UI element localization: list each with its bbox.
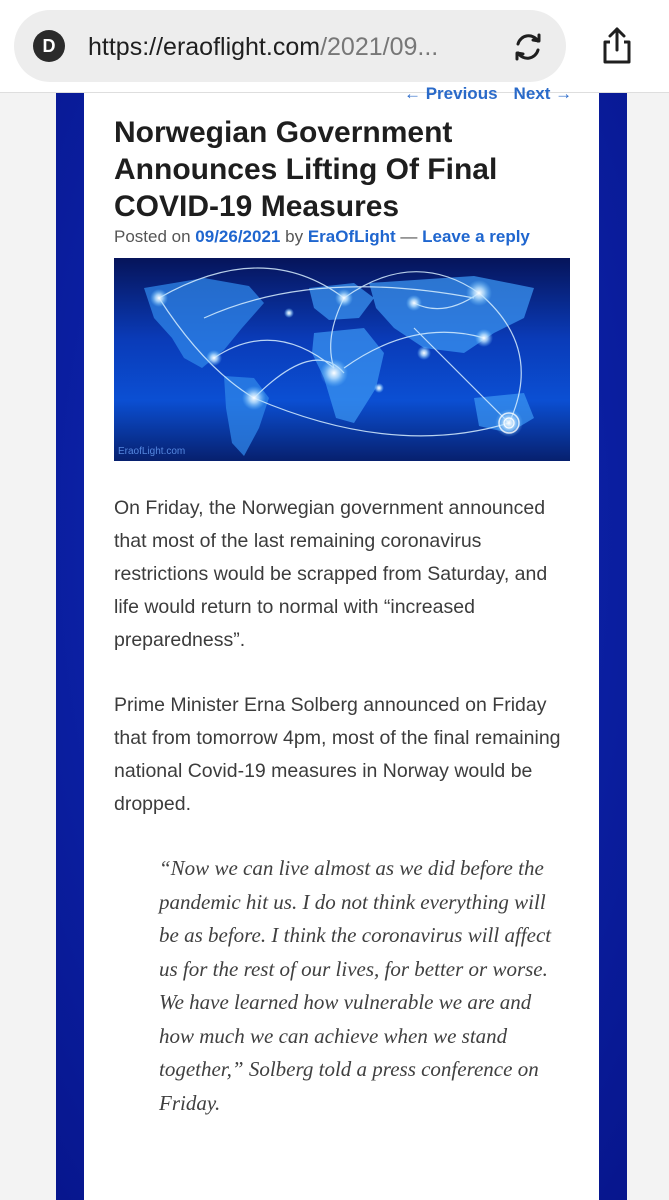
article-blockquote: “Now we can live almost as we did before the pandemic hit us. I do not think everything will be as before. I think the coronavirus will affect us for the rest of our lives, for better or worse. We have learned how vulnerable we are and how much we can achieve when we stand together,” Solberg told a press conference on Friday. xyxy=(159,856,552,1115)
site-favicon-badge: D xyxy=(33,30,65,62)
share-icon[interactable] xyxy=(600,26,634,66)
meta-separator: — xyxy=(400,227,418,246)
meta-by: by xyxy=(285,227,304,246)
address-bar[interactable] xyxy=(14,10,566,82)
post-navigation xyxy=(404,84,594,106)
left-gutter xyxy=(0,93,56,1200)
south-america-shape xyxy=(224,376,269,456)
article-paragraph-1: On Friday, the Norwegian government announced that most of the last remaining coronavirus restrictions would be scrapped from Saturday, and life would return to normal with “increased preparedness”. xyxy=(114,497,548,651)
next-post-link[interactable]: Next → xyxy=(513,84,573,103)
author-link[interactable]: EraOfLight xyxy=(307,227,396,246)
right-gutter xyxy=(627,93,669,1200)
world-network-map xyxy=(114,258,570,461)
leave-reply-link[interactable]: Leave a reply xyxy=(422,227,530,246)
url-domain: https://eraoflight.com xyxy=(88,33,321,61)
previous-post-link[interactable]: ← Previous xyxy=(404,84,498,103)
browser-toolbar xyxy=(0,0,669,93)
article-paragraph-2: Prime Minister Erna Solberg announced on Friday that from tomorrow 4pm, most of the final remaining national Covid-19 measures in Norway would be dropped. xyxy=(114,694,561,815)
image-watermark: EraofLight.com xyxy=(118,446,186,457)
article-hero-image xyxy=(114,258,570,461)
post-date-link[interactable]: 09/26/2021 xyxy=(195,227,281,246)
post-meta xyxy=(114,225,584,249)
url-text[interactable] xyxy=(88,32,508,62)
url-path: /2021/09... xyxy=(320,33,439,61)
reload-icon[interactable] xyxy=(510,29,546,65)
meta-posted-on: Posted on xyxy=(114,227,191,246)
article-title: Norwegian Government Announces Lifting Of Final COVID-19 Measures xyxy=(114,116,498,223)
